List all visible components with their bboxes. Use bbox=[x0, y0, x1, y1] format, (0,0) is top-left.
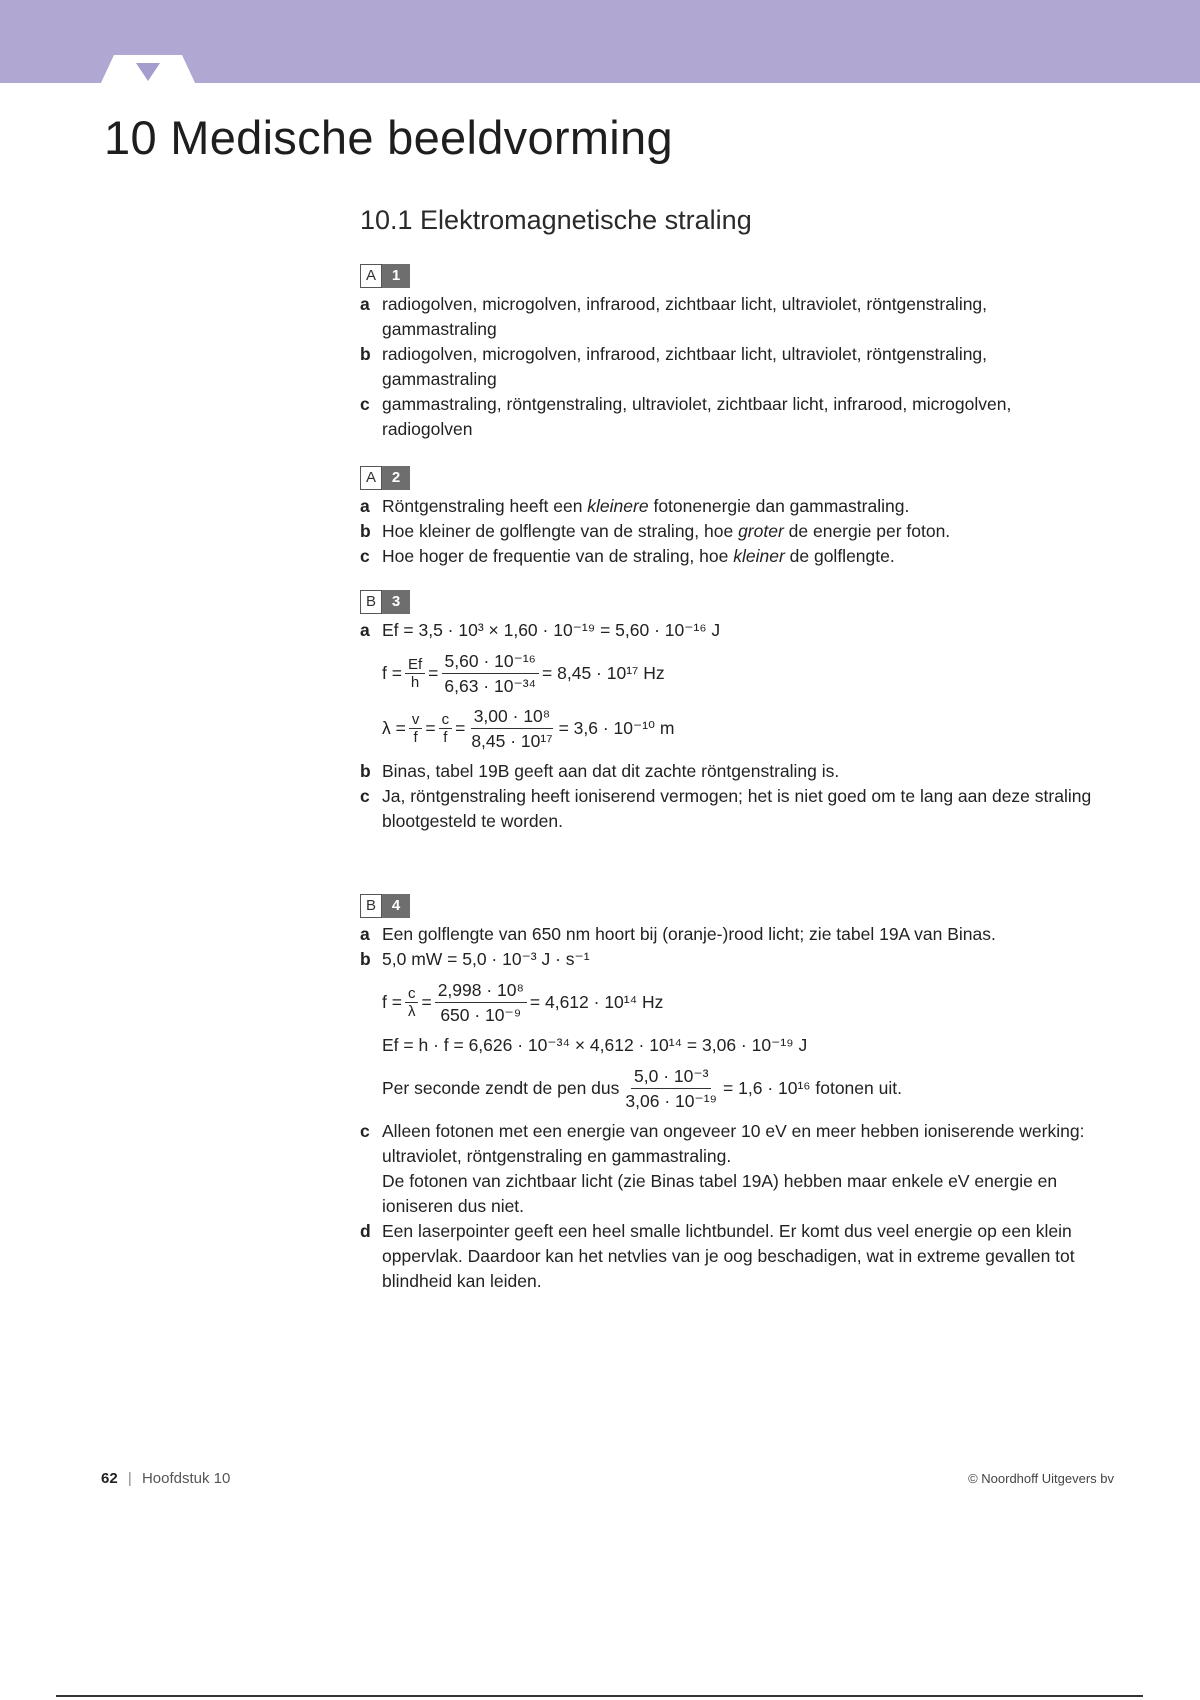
level-label: A bbox=[360, 466, 382, 490]
answer-item: c gammastraling, röntgenstraling, ultraviolet, zichtbaar licht, infrarood, microgolven, radiogolven bbox=[360, 394, 1012, 439]
answer-item: b radiogolven, microgolven, infrarood, zichtbaar licht, ultraviolet, röntgenstraling, gammastraling bbox=[360, 344, 988, 389]
answer-item: d Een laserpointer geeft een heel smalle lichtbundel. Er komt dus veel energie op een klein oppervlak. Daardoor kan het netvlies van je oog beschadigen, wat in extreme gevallen tot blindheid kan leiden. bbox=[360, 1221, 1075, 1291]
equation-wavelength: λ = $\frac{v}{f}$ = $\frac{c}{f}$ = $\frac{\text{3,00 · 10⁸}}{\text{8,45 · 10¹⁷}}$ = 3,6 · 10⁻¹⁰ m bbox=[382, 706, 675, 751]
level-label: B bbox=[360, 590, 382, 614]
answer-item: a Ef = 3,5 · 10³ × 1,60 · 10⁻¹⁹ = 5,60 · 10⁻¹⁶ J bbox=[360, 620, 721, 640]
exercise-number: 2 bbox=[382, 466, 410, 490]
exercise-badge bbox=[360, 264, 410, 288]
level-label: B bbox=[360, 894, 382, 918]
exercise-1 bbox=[360, 262, 1100, 442]
footer-separator: | bbox=[127, 1470, 132, 1487]
exercise-number: 4 bbox=[382, 894, 410, 918]
equation-frequency: f = $\frac{Ef}{h}$ = $\frac{\text{5,60 · 10⁻¹⁶}}{\text{6,63 · 10⁻³⁴}}$ = 8,45 · 10¹⁷ Hz bbox=[382, 651, 665, 696]
exercise-2 bbox=[360, 464, 1100, 569]
equation-photon-count: Per seconde zendt de pen dus $\frac{\text{5,0 · 10⁻³}}{\text{3,06 · 10⁻¹⁹}}$ = 1,6 · 10¹⁶ fotonen uit. bbox=[382, 1066, 902, 1111]
page-number: 62 bbox=[101, 1470, 118, 1487]
exercise-number: 3 bbox=[382, 590, 410, 614]
exercise-badge bbox=[360, 590, 410, 614]
bottom-rule bbox=[56, 1695, 1143, 1697]
level-label: A bbox=[360, 264, 382, 288]
answer-item: b 5,0 mW = 5,0 · 10⁻³ J · s⁻¹ bbox=[360, 949, 590, 969]
equation-photon-energy: Ef = h · f = 6,626 · 10⁻³⁴ × 4,612 · 10¹⁴ = 3,06 · 10⁻¹⁹ J bbox=[382, 1035, 808, 1055]
section-title: 10.1 Elektromagnetische straling bbox=[360, 205, 752, 235]
exercise-3 bbox=[360, 588, 1100, 834]
chapter-tab-marker bbox=[100, 55, 196, 85]
exercise-badge bbox=[360, 466, 410, 490]
answer-item: c Hoe hoger de frequentie van de straling, hoe kleiner de golflengte. bbox=[360, 546, 895, 566]
exercise-4 bbox=[360, 892, 1100, 1294]
answer-item: b Binas, tabel 19B geeft aan dat dit zachte röntgenstraling is. bbox=[360, 761, 840, 781]
footer-chapter: Hoofdstuk 10 bbox=[141, 1470, 231, 1487]
page-footer-left bbox=[101, 1470, 230, 1487]
publisher-credit: © Noordhoff Uitgevers bv bbox=[968, 1471, 1114, 1486]
answer-item: a radiogolven, microgolven, infrarood, zichtbaar licht, ultraviolet, röntgenstraling, gammastraling bbox=[360, 294, 988, 339]
answer-item: a Een golflengte van 650 nm hoort bij (oranje-)rood licht; zie tabel 19A van Binas. bbox=[360, 924, 996, 944]
chapter-title: 10 Medische beeldvorming bbox=[104, 111, 673, 164]
answer-item: c Ja, röntgenstraling heeft ioniserend vermogen; het is niet goed om te lang aan deze straling blootgesteld te worden. bbox=[360, 786, 1092, 831]
exercise-number: 1 bbox=[382, 264, 410, 288]
answer-item: a Röntgenstraling heeft een kleinere fotonenergie dan gammastraling. bbox=[360, 496, 910, 516]
answer-item: b Hoe kleiner de golflengte van de straling, hoe groter de energie per foton. bbox=[360, 521, 951, 541]
exercise-badge bbox=[360, 894, 410, 918]
answer-item: c Alleen fotonen met een energie van ongeveer 10 eV en meer hebben ioniserende werking: ultraviolet, röntgenstraling en gammastraling. De fotonen van zichtbaar licht (zie Binas tabel 19A) hebben maar enkele eV energie en ioniseren dus niet. bbox=[360, 1121, 1085, 1216]
equation-frequency: f = $\frac{c}{\lambda}$ = $\frac{\text{2,998 · 10⁸}}{\text{650 · 10⁻⁹}}$ = 4,612 · 10¹⁴ Hz bbox=[382, 980, 664, 1025]
